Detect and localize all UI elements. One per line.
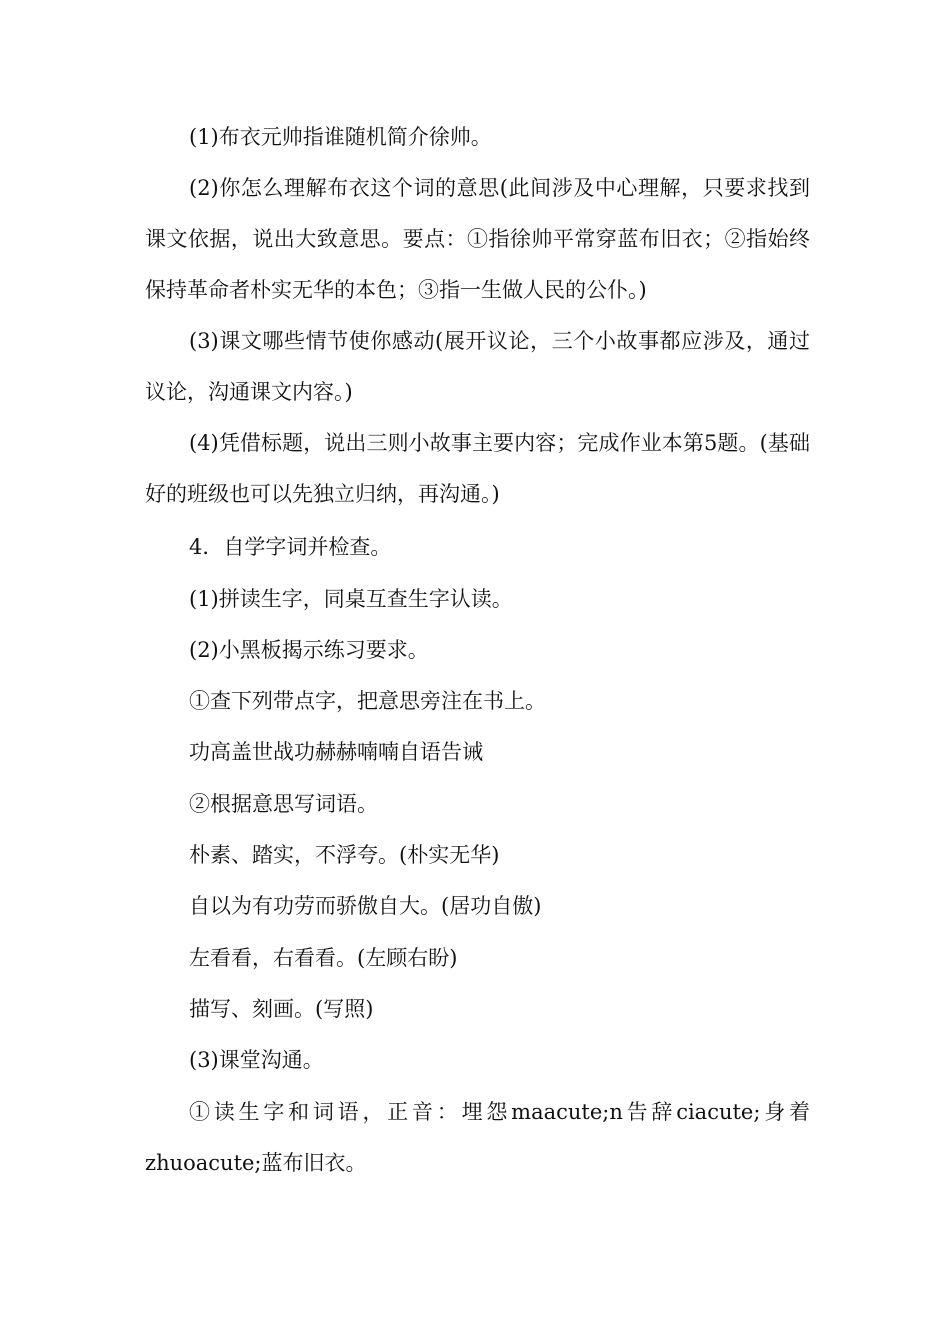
paragraph-11: 朴素、踏实，不浮夸。(朴实无华)	[189, 843, 500, 867]
paragraph-6: (1)拼读生字，同桌互查生字认读。	[189, 587, 513, 611]
paragraph-4: (4)凭借标题，说出三则小故事主要内容；完成作业本第5题。(基础好的班级也可以先独立归纳，再沟通。)	[145, 431, 810, 506]
paragraph-15: (3)课堂沟通。	[189, 1048, 324, 1072]
paragraph-2: (2)你怎么理解布衣这个词的意思(此间涉及中心理解，只要求找到课文依据，说出大致意思。要点：①指徐帅平常穿蓝布旧衣；②指始终保持革命者朴实无华的本色；③指一生做人民的公仆。)	[145, 176, 810, 302]
paragraph-1: (1)布衣元帅指谁随机简介徐帅。	[189, 125, 492, 149]
paragraph-8: ①查下列带点字，把意思旁注在书上。	[189, 689, 546, 713]
paragraph-13: 左看看，右看看。(左顾右盼)	[189, 946, 458, 970]
paragraph-9: 功高盖世战功赫赫喃喃自语告诫	[189, 740, 483, 764]
paragraph-14: 描写、刻画。(写照)	[189, 997, 374, 1021]
paragraph-16: ①读生字和词语，正音：埋怨maacute;n告辞ciacute;身着zhuoacute;蓝布旧衣。	[145, 1100, 810, 1175]
paragraph-5: 4．自学字词并检查。	[189, 535, 392, 559]
paragraph-3: (3)课文哪些情节使你感动(展开议论，三个小故事都应涉及，通过议论，沟通课文内容。)	[145, 329, 810, 404]
paragraph-7: (2)小黑板揭示练习要求。	[189, 638, 429, 662]
paragraph-10: ②根据意思写词语。	[189, 792, 378, 816]
paragraph-12: 自以为有功劳而骄傲自大。(居功自傲)	[189, 894, 542, 918]
